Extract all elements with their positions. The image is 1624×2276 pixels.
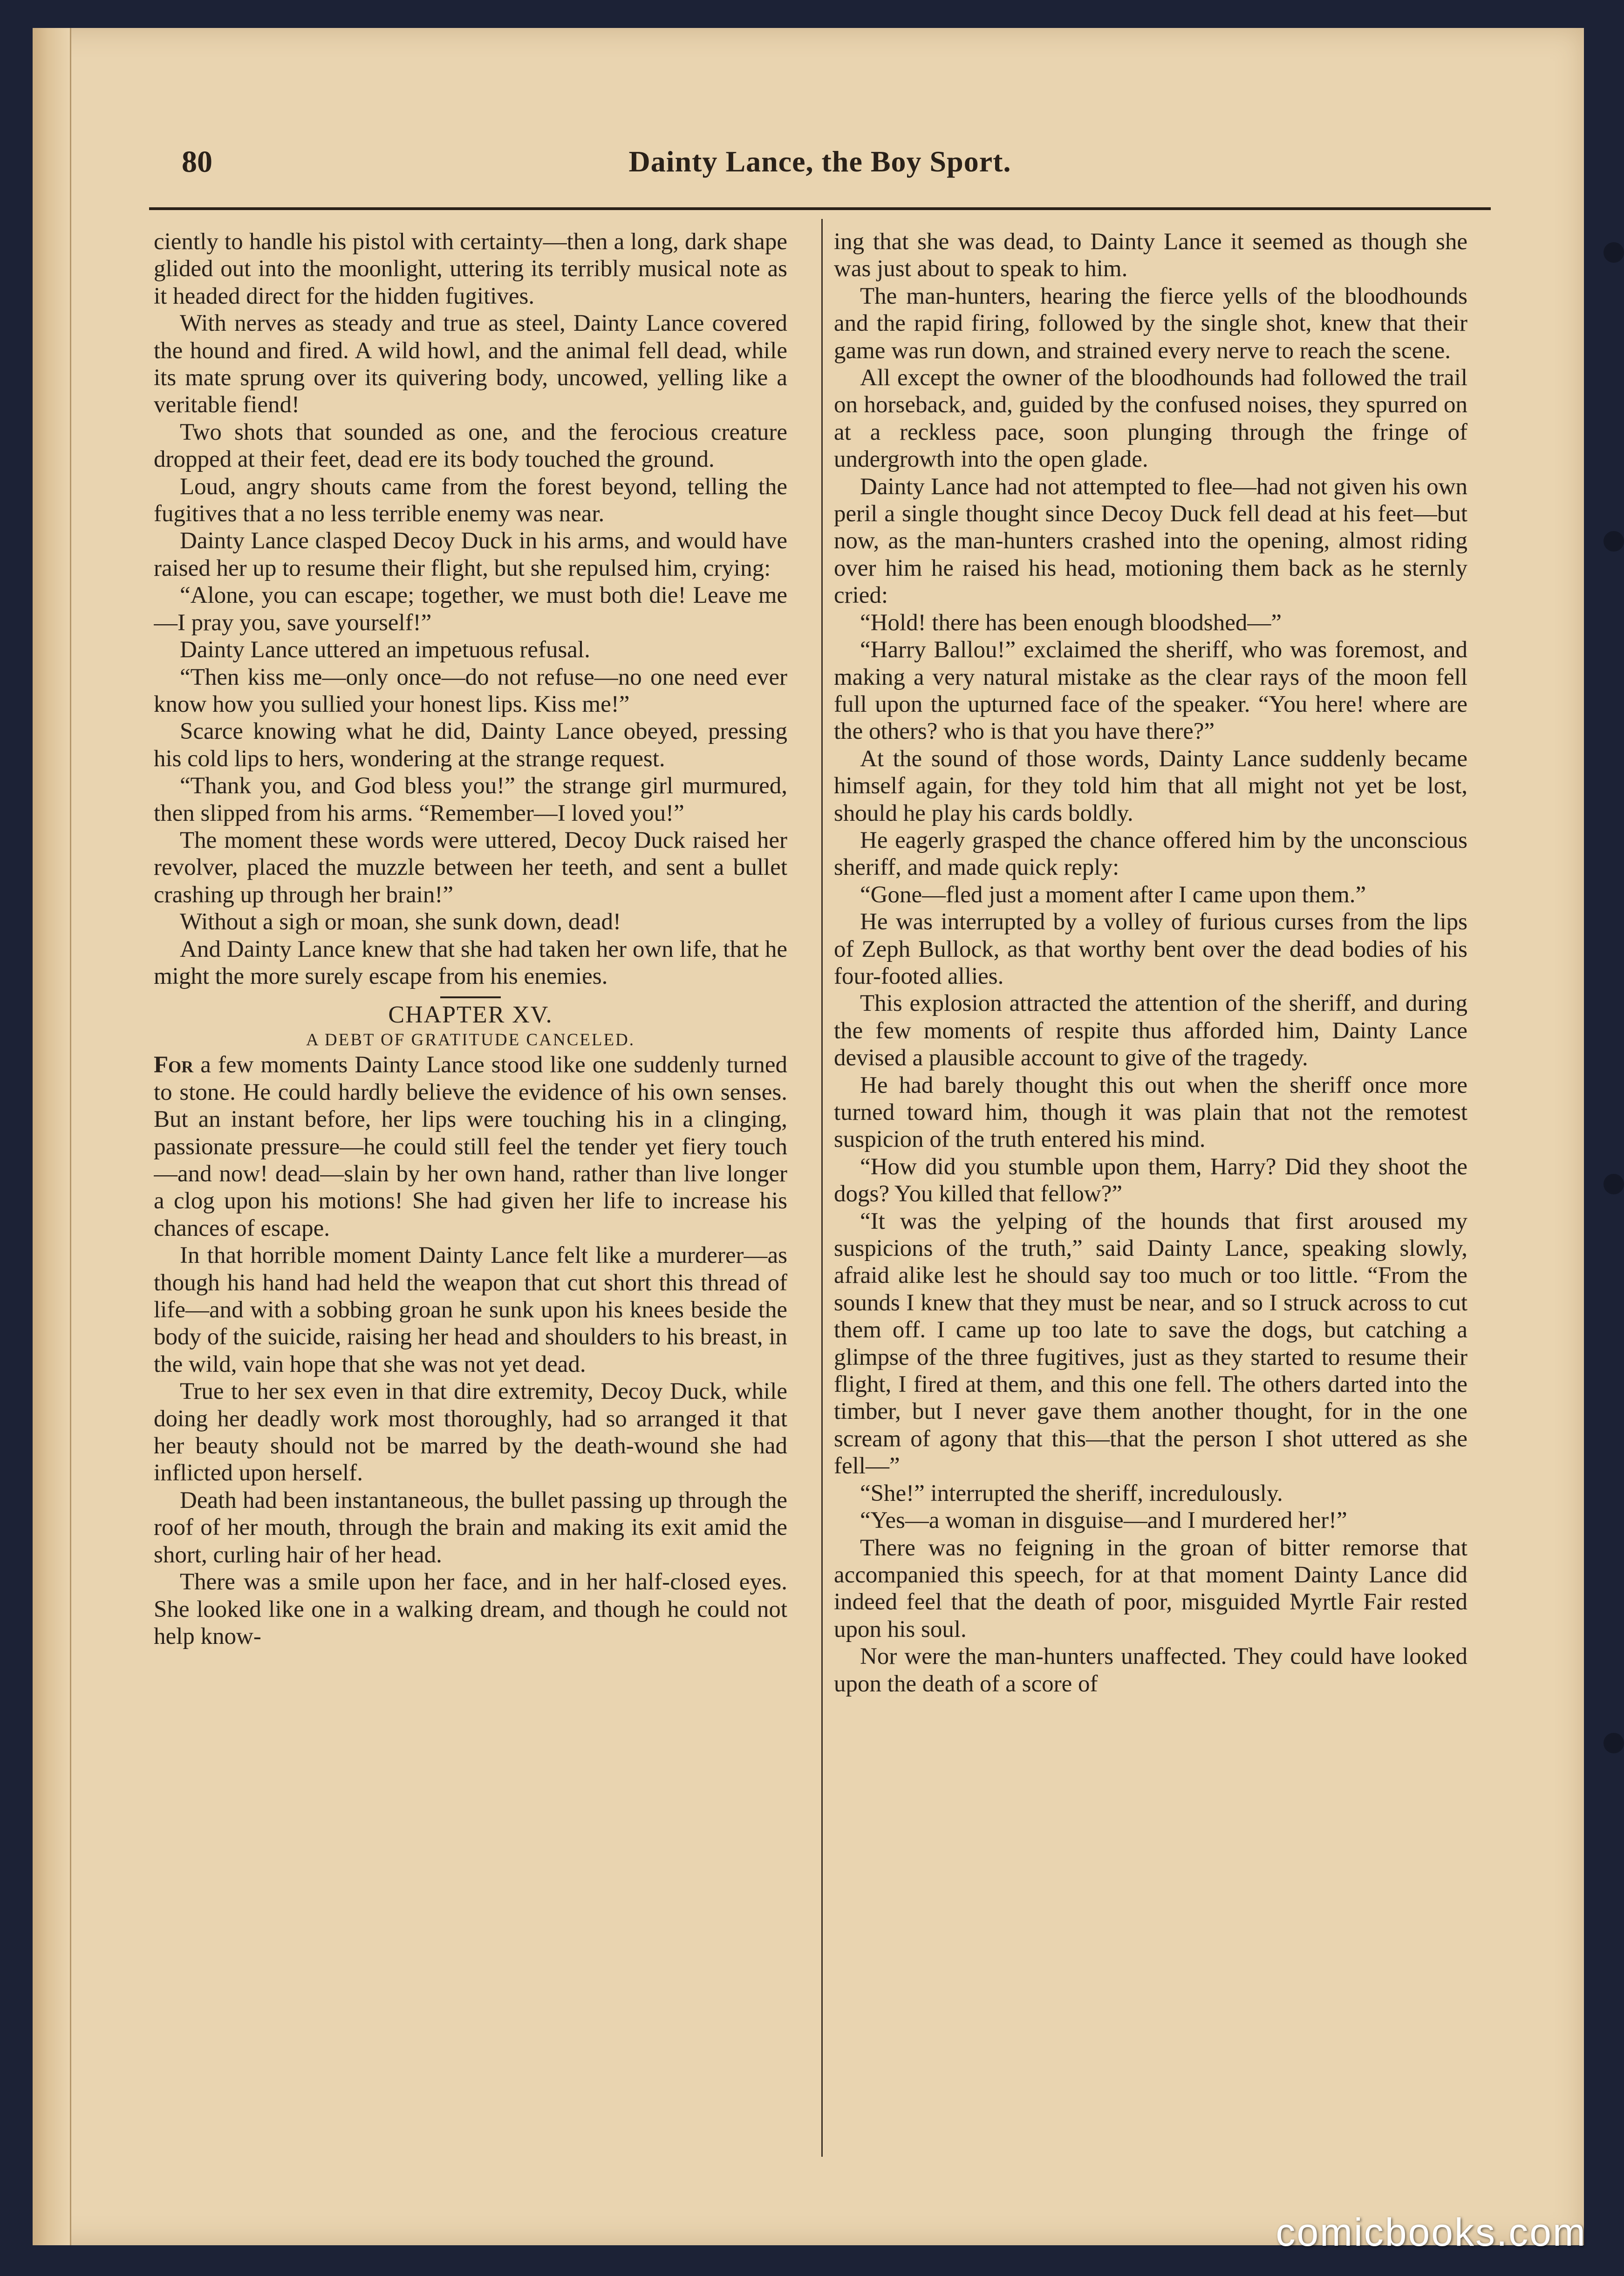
paragraph: Two shots that sounded as one, and the ferocious creature dropped at their feet, dead ere its body touched the ground. [154,419,787,473]
paragraph: “Then kiss me—only once—do not refuse—no one need ever know how you sullied your honest lips. Kiss me!” [154,664,787,717]
left-paragraphs-before [154,228,787,990]
watermark: comicbooks.com [1276,2210,1587,2254]
paragraph: There was no feigning in the groan of bitter remorse that accompanied this speech, for at that moment Dainty Lance did indeed feel that the death of poor, misguided Myrtle Fair rested upon his soul. [834,1534,1467,1642]
paragraph: The man-hunters, hearing the fierce yells of the bloodhounds and the rapid firing, followed by the single shot, knew that their game was run down, and strained every nerve to reach the scene. [834,283,1467,364]
column-divider [821,219,823,2157]
binding-stitch [1604,1733,1624,1753]
paragraph: Dainty Lance clasped Decoy Duck in his arms, and would have raised her up to resume their flight, but she repulsed him, crying: [154,528,787,581]
paragraph: There was a smile upon her face, and in her half-closed eyes. She looked like one in a walking dream, and though he could not help know- [154,1569,787,1649]
right-column [834,228,1467,2161]
page-binding [33,28,71,2245]
paragraph: “Yes—a woman in disguise—and I murdered her!” [860,1507,1347,1534]
chapter-heading [154,996,787,1051]
paragraph: All except the owner of the bloodhounds had followed the trail on horseback, and, guided by the confused noises, they spurred on at a reckless pace, soon plunging through the fringe of undergrowth into the open glade. [834,365,1467,473]
left-column [154,228,787,2161]
paragraph: “How did you stumble upon them, Harry? Did they shoot the dogs? You killed that fellow?” [834,1153,1467,1207]
paragraph: With nerves as steady and true as steel, Dainty Lance covered the hound and fired. A wild howl, and the animal fell dead, while its mate sprung over its quivering body, uncowed, yelling like a veritable fiend! [154,310,787,418]
paragraph: Death had been instantaneous, the bullet passing up through the roof of her mouth, through the brain and making its exit amid the short, curling hair of her head. [154,1487,787,1568]
chapter-first-paragraph-text: a few moments Dainty Lance stood like one suddenly turned to stone. He could hardly believe the evidence of his own senses. But an instant before, her lips were touching his in a clinging, passionate pressure—he could still feel the tender yet fiery touch—and now! dead—slain by her own hand, rather than live longer a clog upon his motions! She had given her life to increase his chances of escape. [154,1052,787,1241]
binding-stitch [1604,531,1624,552]
paragraph: ing that she was dead, to Dainty Lance it seemed as though she was just about to speak to him. [834,229,1467,282]
paragraph: Loud, angry shouts came from the forest beyond, telling the fugitives that a no less terrible enemy was near. [154,473,787,527]
paragraph: He was interrupted by a volley of furious curses from the lips of Zeph Bullock, as that worthy bent over the dead bodies of his four-footed allies. [834,909,1467,989]
paragraph: ciently to handle his pistol with certainty—then a long, dark shape glided out into the moonlight, uttering its terribly musical note as it headed direct for the hidden fugitives. [154,229,787,309]
paragraph: Nor were the man-hunters unaffected. They could have looked upon the death of a score of [834,1643,1467,1697]
paragraph: This explosion attracted the attention of the sheriff, and during the few moments of respite thus afforded him, Dainty Lance devised a plausible account to give of the tragedy. [834,990,1467,1071]
left-paragraphs-after [154,1242,787,1650]
paragraph: He eagerly grasped the chance offered him by the unconscious sheriff, and made quick reply: [834,827,1467,881]
paragraph: “It was the yelping of the hounds that first aroused my suspicions of the truth,” said Dainty Lance, speaking slowly, afraid alike lest he should say too much or too little. “From the sounds I knew that they must be near, and so I struck across to cut them off. I came up too late to save the dogs, but catching a glimpse of the three fugitives, just as they started to resume their flight, I fired at them, and this one fell. The others darted into the timber, but I never gave them another thought, for in the one scream of agony that this—that the person I shot uttered as she fell—” [834,1208,1467,1479]
chapter-first-word: For [154,1052,194,1078]
paragraph: “Alone, you can escape; together, we must both die! Leave me—I pray you, save yourself!” [154,582,787,636]
chapter-rule [440,996,501,998]
paragraph: Without a sigh or moan, she sunk down, dead! [180,909,621,935]
paragraph: Scarce knowing what he did, Dainty Lance obeyed, pressing his cold lips to hers, wondering at the strange request. [154,718,787,772]
chapter-first-paragraph [154,1051,787,1242]
running-title: Dainty Lance, the Boy Sport. [628,145,1011,178]
paragraph: He had barely thought this out when the sheriff once more turned toward him, though it was plain that not the remotest suspicion of the truth entered his mind. [834,1072,1467,1153]
paragraph: At the sound of those words, Dainty Lance suddenly became himself again, for they told him that all might not yet be lost, should he play his cards boldly. [834,745,1467,826]
paragraph: Dainty Lance uttered an impetuous refusal. [180,637,590,663]
paragraph: And Dainty Lance knew that she had taken her own life, that he might the more surely escape from his enemies. [154,936,787,989]
chapter-subtitle: A DEBT OF GRATITUDE CANCELED. [306,1030,635,1050]
paragraph: “Thank you, and God bless you!” the strange girl murmured, then slipped from his arms. “Remember—I loved you!” [154,773,787,826]
paragraph: Dainty Lance had not attempted to flee—had not given his own peril a single thought since Decoy Duck fell dead at his feet—but now, as the man-hunters crashed into the opening, almost riding over him he raised his head, motioning them back as he sternly cried: [834,473,1467,609]
paragraph: The moment these words were uttered, Decoy Duck raised her revolver, placed the muzzle between her teeth, and sent a bullet crashing up through her brain!” [154,827,787,908]
paragraph: “Hold! there has been enough bloodshed—” [860,609,1282,636]
paragraph: “Gone—fled just a moment after I came upon them.” [860,881,1366,908]
paragraph: True to her sex even in that dire extremity, Decoy Duck, while doing her deadly work most thoroughly, had so arranged it that her beauty should not be marred by the death-wound she had inflicted upon herself. [154,1378,787,1486]
right-paragraphs [834,228,1467,1697]
paragraph: In that horrible moment Dainty Lance felt like a murderer—as though his hand had held the weapon that cut short this thread of life—and with a sobbing groan he sunk upon his knees beside the body of the suicide, raising her head and shoulders to his breast, in the wild, vain hope that she was not yet dead. [154,1242,787,1377]
binding-stitch [1604,1174,1624,1194]
paragraph: “She!” interrupted the sheriff, incredulously. [860,1480,1283,1506]
paragraph: “Harry Ballou!” exclaimed the sheriff, who was foremost, and making a very natural mistake as the clear rays of the moon fell full upon the upturned face of the speaker. “You here! where are the others? who is that you have there?” [834,637,1467,745]
page-header [149,140,1491,191]
header-rule [149,207,1491,210]
binding-stitch [1604,242,1624,263]
chapter-title: CHAPTER XV. [388,1002,553,1029]
page-number: 80 [182,145,212,179]
